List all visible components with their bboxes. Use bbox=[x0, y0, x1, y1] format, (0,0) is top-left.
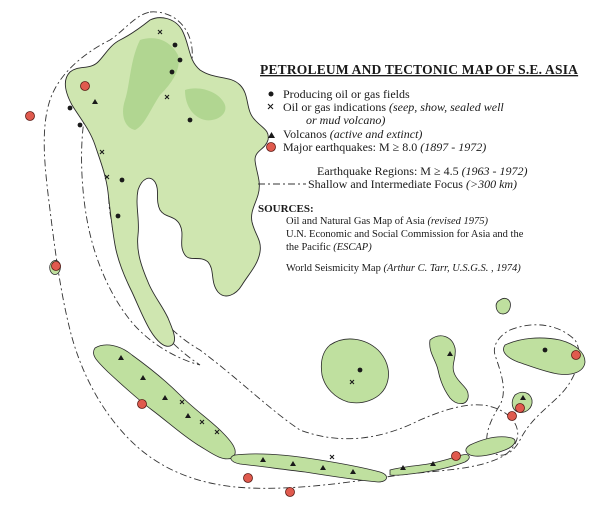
volcano-triangle-icon bbox=[268, 132, 275, 138]
sulawesi-island bbox=[430, 336, 469, 404]
legend-focus: Shallow and Intermediate Focus bbox=[308, 177, 463, 191]
svg-text:Shallow and Intermediate Focus bbox=[308, 177, 517, 191]
legend-focus-depth: (>300 km) bbox=[465, 177, 518, 191]
sources-heading: SOURCES: bbox=[258, 203, 314, 215]
svg-text:Oil and Natural Gas Map of Asi bbox=[286, 216, 488, 227]
source-oil-map-date: (revised 1975) bbox=[427, 216, 488, 227]
svg-text:Earthquake Regions: M ≥ 4.5 bbox=[317, 164, 528, 178]
sumatra-island bbox=[93, 345, 235, 459]
oil-indication-x-icon bbox=[268, 104, 273, 109]
map-title: PETROLEUM AND TECTONIC MAP OF S.E. ASIA bbox=[260, 62, 579, 77]
legend-volcanos-detail: (active and extinct) bbox=[329, 127, 423, 141]
legend-oil-indications-detail-2: or mud volcano) bbox=[306, 113, 386, 127]
legend-volcanos: Volcanos bbox=[283, 127, 327, 141]
source-escap-abbrev: (ESCAP) bbox=[333, 242, 372, 253]
philippine-islands bbox=[496, 298, 510, 314]
svg-text:Major earthquakes: M ≥ 8.0 bbox=[283, 140, 486, 154]
earthquake-circle-icon bbox=[267, 143, 276, 152]
legend-earthquakes: Major earthquakes: M ≥ 8.0 bbox=[283, 140, 418, 154]
svg-text:the Pacific (ESCAP) bbox=[286, 242, 372, 253]
legend-oil-indications-detail: (seep, show, sealed well bbox=[388, 100, 504, 114]
source-escap-line2: the Pacific bbox=[286, 242, 331, 253]
svg-text:World Seismicity Map (Ar bbox=[286, 263, 521, 274]
source-escap-line1: U.N. Economic and Social Commission for Asia and the bbox=[286, 229, 524, 240]
legend-earthquakes-dates: (1897 - 1972) bbox=[420, 140, 487, 154]
svg-text:Volcanos (active and ext bbox=[283, 127, 422, 141]
legend-oil-indications: Oil or gas indications bbox=[283, 100, 386, 114]
legend-regions-dates: (1963 - 1972) bbox=[461, 164, 528, 178]
borneo-island bbox=[321, 339, 388, 403]
source-seismicity-map: World Seismicity Map bbox=[286, 263, 381, 274]
legend bbox=[258, 87, 528, 191]
sources-block bbox=[258, 203, 524, 274]
java-island bbox=[231, 454, 387, 482]
source-oil-map: Oil and Natural Gas Map of Asia bbox=[286, 216, 425, 227]
source-seismicity-author: (Arthur C. Tarr, U.S.G.S. , 1974) bbox=[383, 263, 521, 274]
legend-oil-fields: Producing oil or gas fields bbox=[283, 87, 410, 101]
legend-regions: Earthquake Regions: M ≥ 4.5 bbox=[317, 164, 459, 178]
svg-text:Oil or gas indications ( bbox=[283, 100, 504, 114]
oil-field-dot-icon bbox=[269, 92, 274, 97]
